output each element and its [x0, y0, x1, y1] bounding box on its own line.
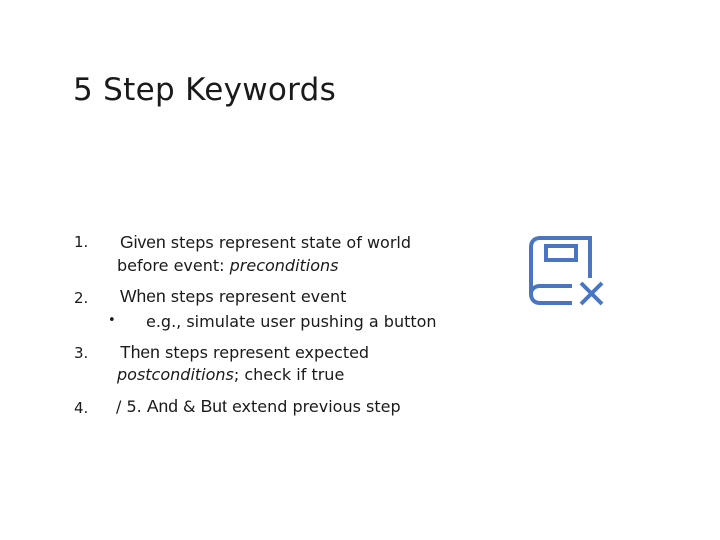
- list-item-1-text: steps represent state of world: [165, 233, 411, 252]
- list-number-2: 2.: [74, 289, 89, 307]
- ampersand: &: [177, 397, 201, 416]
- list-item-1-continuation: before event:: [117, 256, 230, 275]
- list-item-3-line-2: [117, 366, 344, 384]
- list-number-4: 4.: [74, 399, 89, 417]
- list-item-1-line-2: [117, 257, 339, 275]
- keyword-when: When: [120, 286, 166, 306]
- list-item-2-text: steps represent event: [165, 287, 347, 306]
- book-remove-icon: [526, 232, 606, 306]
- keyword-and: And: [146, 396, 178, 416]
- list-item-2-line-1: [120, 286, 346, 306]
- list-item-3-line-1: [120, 342, 369, 362]
- list-item-1-line-1: [120, 232, 411, 252]
- postconditions-text: postconditions: [117, 365, 234, 384]
- list-item-3-continuation: ; check if true: [233, 365, 345, 384]
- sub-bullet-text: e.g., simulate user pushing a button: [146, 312, 437, 331]
- list-item-4-text: extend previous step: [226, 397, 401, 416]
- list-item-3-text: steps represent expected: [159, 343, 370, 362]
- keyword-then: Then: [120, 342, 160, 362]
- list-number-1: 1.: [74, 233, 89, 251]
- keyword-given: Given: [120, 232, 166, 252]
- list-item-4-prefix: / 5.: [116, 397, 147, 416]
- list-item-4-line-1: [116, 396, 401, 416]
- sub-bullet: •: [108, 313, 116, 328]
- keyword-but: But: [200, 396, 227, 416]
- preconditions-text: preconditions: [229, 256, 339, 275]
- slide-title: 5 Step Keywords: [73, 72, 337, 108]
- list-number-3: 3.: [74, 344, 89, 362]
